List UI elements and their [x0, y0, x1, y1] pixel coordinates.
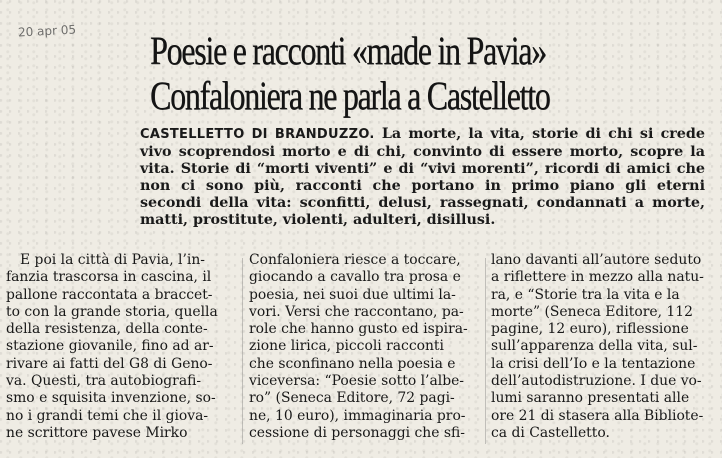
article-line: role che hanno gusto ed ispira-	[249, 321, 468, 338]
column-rule	[485, 258, 486, 444]
article-body	[6, 252, 718, 452]
article-line: rivare ai fatti del G8 di Geno-	[6, 355, 213, 372]
article-line: ra, e “Storie tra la vita e la	[491, 286, 680, 303]
article-line: a riflettere in mezzo alla natu-	[491, 269, 704, 286]
article-line: cessione di personaggi che sfi-	[249, 424, 465, 441]
article-line: la crisi dell’Io e la tentazione	[491, 355, 696, 372]
column-rule	[242, 258, 243, 444]
article-line: della resistenza, della conte-	[6, 321, 208, 338]
article-line: giocando a cavallo tra prosa e	[249, 269, 461, 286]
article-line: pagine, 12 euro), riflessione	[491, 321, 689, 338]
article-line: morte” (Seneca Editore, 112	[491, 303, 693, 320]
article-column-3	[491, 252, 719, 442]
article-line: vori. Versi che raccontano, pa-	[249, 303, 464, 320]
article-line: smo e squisita invenzione, so-	[6, 390, 216, 407]
article-line: stazione giovanile, fino ad ar-	[6, 338, 214, 355]
article-line: va. Questi, tra autobiografi-	[6, 373, 202, 390]
article-line: che sconfinano nella poesia e	[249, 355, 456, 372]
article-line: ca di Castelletto.	[491, 424, 610, 441]
lead-paragraph	[140, 126, 705, 228]
dateline-kicker: CASTELLETTO DI BRANDUZZO.	[140, 127, 375, 142]
article-line: lano davanti all’autore seduto	[491, 252, 702, 268]
article-line: ne scrittore pavese Mirko	[6, 424, 188, 441]
article-line: fanzia trascorsa in cascina, il	[6, 269, 212, 286]
article-line: ne, 10 euro), immaginaria pro-	[249, 407, 466, 424]
article-line: dell’autodistruzione. I due vo-	[491, 373, 702, 390]
article-line: no i grandi temi che il giova-	[6, 407, 209, 424]
handwritten-date-mark: 20 apr 05	[17, 22, 77, 40]
article-line: sull’apparenza della vita, sul-	[491, 338, 698, 355]
headline-line-2: Confaloniera ne parla a Castelletto	[150, 73, 550, 118]
lead-text: La morte, la vita, storie di chi si crede vivo scoprendosi morto e di chi, convinto di essere morto, scopre la vita. Storie di “morti viventi” e di “vivi morenti”, ricordi di amici che non ci sono più, racconti che portano in primo piano gli eterni secondi della vita: sconfitti, delusi, rassegnati, condannati a morte, matti, prostitute, violenti, adulteri, disillusi.	[140, 126, 705, 228]
article-line: viceversa: “Poesie sotto l’albe-	[249, 373, 464, 390]
article-line: pallone raccontata a braccet-	[6, 286, 213, 303]
headline-line-1: Poesie e racconti «made in Pavia»	[150, 28, 546, 73]
article-line: Confaloniera riesce a toccare,	[249, 252, 461, 268]
article-line: zione lirica, piccoli racconti	[249, 338, 444, 355]
article-column-2	[249, 252, 481, 442]
article-line: ore 21 di stasera alla Bibliote-	[491, 407, 704, 424]
headline	[150, 28, 582, 118]
article-column-1	[6, 252, 236, 442]
article-line: lumi saranno presentati alle	[491, 390, 690, 407]
article-line: E poi la città di Pavia, l’in-	[20, 252, 205, 268]
article-line: ro” (Seneca Editore, 72 pagi-	[249, 390, 455, 407]
article-line: to con la grande storia, quella	[6, 303, 218, 320]
article-line: poesia, nei suoi due ultimi la-	[249, 286, 456, 303]
